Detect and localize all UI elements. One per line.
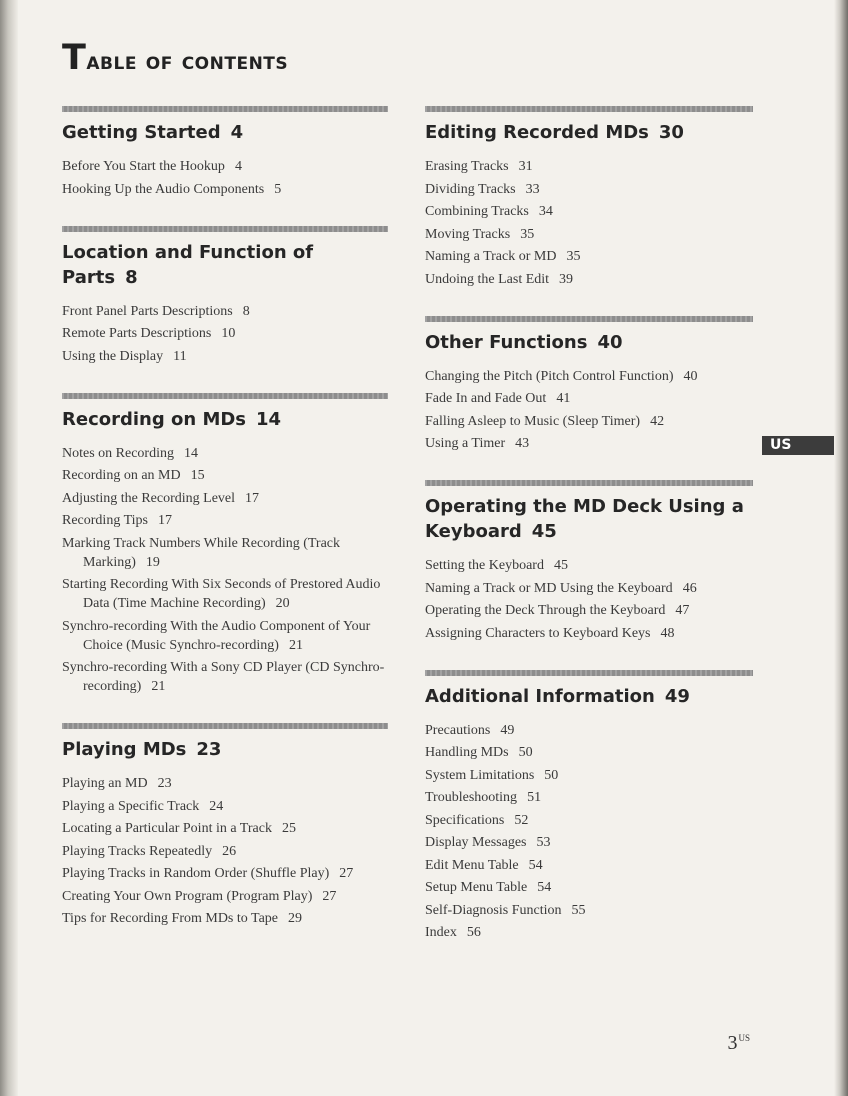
toc-entry[interactable] xyxy=(425,270,753,289)
toc-entry-text: Playing Tracks in Random Order (Shuffle Play) xyxy=(62,866,330,881)
toc-entry[interactable] xyxy=(425,412,753,431)
toc-entry-page: 41 xyxy=(556,391,571,406)
page-title-rest: able of contents xyxy=(86,47,289,75)
page-title xyxy=(62,38,288,78)
toc-entry-page: 51 xyxy=(527,790,542,805)
toc-entry-page: 4 xyxy=(234,159,242,174)
toc-entry[interactable] xyxy=(425,878,753,897)
section-heading[interactable] xyxy=(62,737,388,762)
toc-entry[interactable] xyxy=(62,466,388,485)
toc-entry-text: Using the Display xyxy=(62,348,164,364)
toc-entry-text: Moving Tracks xyxy=(425,226,511,242)
section-heading-page: 4 xyxy=(230,122,244,143)
toc-entry-page: 35 xyxy=(566,249,581,264)
toc-entry-page: 55 xyxy=(571,902,586,918)
toc-entry[interactable] xyxy=(425,811,753,830)
section-rule xyxy=(62,723,388,729)
toc-entry-page: 17 xyxy=(245,490,260,506)
page-edge-left xyxy=(0,0,18,1096)
page-number xyxy=(727,1032,750,1055)
toc-entry[interactable] xyxy=(425,556,753,575)
section-heading-page: 30 xyxy=(658,122,684,143)
toc-entry-text: Self-Diagnosis Function xyxy=(425,902,562,918)
toc-entry-text: Setup Menu Table xyxy=(425,880,528,895)
toc-entry-page: 50 xyxy=(544,767,559,783)
toc-entry[interactable] xyxy=(62,444,388,463)
toc-entry-page: 48 xyxy=(660,625,675,641)
toc-entry-text: Falling Asleep to Music (Sleep Timer) xyxy=(425,413,641,429)
section-heading-title: Getting Started xyxy=(62,122,221,143)
toc-entry-page: 34 xyxy=(538,204,553,219)
toc-left-column xyxy=(62,106,388,955)
toc-entry-text: Playing a Specific Track xyxy=(62,798,200,814)
toc-entry-page: 29 xyxy=(288,911,303,926)
section-heading-page: 40 xyxy=(597,331,623,353)
toc-entry[interactable] xyxy=(425,180,753,199)
toc-entry-text: Assigning Characters to Keyboard Keys xyxy=(425,625,651,641)
toc-entry-page: 24 xyxy=(209,798,224,814)
section-heading-title: Playing MDs xyxy=(62,739,187,760)
toc-entry-page: 8 xyxy=(242,303,250,319)
toc-entry-page: 21 xyxy=(151,679,166,694)
toc-entry[interactable] xyxy=(62,887,388,906)
section-heading-title: Operating the MD Deck Using a Keyboard xyxy=(425,496,744,542)
toc-entry[interactable] xyxy=(425,833,753,852)
toc-entry-text: Recording Tips xyxy=(62,513,148,528)
toc-entry-text: Dividing Tracks xyxy=(425,181,516,197)
toc-entry-page: 27 xyxy=(339,866,354,881)
section-heading-title: Recording on MDs xyxy=(62,408,247,430)
toc-entry[interactable] xyxy=(62,819,388,838)
toc-entry-text: Edit Menu Table xyxy=(425,857,519,873)
section-rule xyxy=(62,226,388,232)
toc-entry-text: Front Panel Parts Descriptions xyxy=(62,303,233,319)
toc-entry-text: Marking Track Numbers While Recording (Track Marking) xyxy=(62,535,341,570)
toc-entry[interactable] xyxy=(425,901,753,920)
page-number-value: 3 xyxy=(727,1032,738,1054)
toc-entry[interactable] xyxy=(425,788,753,807)
toc-entry[interactable] xyxy=(62,489,388,508)
toc-entry-page: 39 xyxy=(559,271,574,287)
toc-section xyxy=(62,226,388,366)
toc-entry[interactable] xyxy=(62,797,388,816)
toc-entry-text: Index xyxy=(425,925,457,940)
toc-entry[interactable] xyxy=(425,157,753,176)
page-number-suffix: US xyxy=(738,1033,750,1044)
toc-entry-text: Locating a Particular Point in a Track xyxy=(62,821,272,836)
toc-entry-text: Adjusting the Recording Level xyxy=(62,490,236,506)
toc-entry-page: 42 xyxy=(650,413,665,429)
toc-entry-page: 11 xyxy=(173,348,187,364)
toc-entry-page: 56 xyxy=(466,925,481,940)
section-rule xyxy=(425,670,753,676)
section-rule xyxy=(425,316,753,322)
section-heading[interactable] xyxy=(425,330,753,355)
toc-right-column xyxy=(425,106,753,969)
section-heading-page: 49 xyxy=(664,685,690,707)
toc-entry-text: Setting the Keyboard xyxy=(425,558,544,573)
section-heading[interactable] xyxy=(425,120,753,145)
toc-entry[interactable] xyxy=(62,842,388,861)
toc-entry-page: 26 xyxy=(222,843,237,859)
toc-section xyxy=(62,106,388,199)
toc-entry[interactable] xyxy=(62,347,388,366)
toc-section xyxy=(425,316,753,454)
toc-entry-page: 5 xyxy=(274,181,282,197)
toc-entry[interactable] xyxy=(425,367,753,386)
section-heading[interactable] xyxy=(62,240,388,290)
toc-entry-text: Erasing Tracks xyxy=(425,159,509,174)
toc-entry-text: Naming a Track or MD xyxy=(425,249,557,264)
toc-entry[interactable] xyxy=(425,856,753,875)
section-heading-title: Editing Recorded MDs xyxy=(425,122,649,143)
section-rule xyxy=(425,480,753,486)
toc-entry-text: Specifications xyxy=(425,812,505,828)
toc-entry[interactable] xyxy=(425,202,753,221)
section-heading-title: Additional Information xyxy=(425,685,655,707)
toc-entry[interactable] xyxy=(62,511,388,530)
toc-entry-page: 14 xyxy=(183,445,198,461)
toc-entry[interactable] xyxy=(425,601,753,620)
toc-entry[interactable] xyxy=(62,324,388,343)
toc-entry-page: 52 xyxy=(514,812,529,828)
toc-entry-page: 27 xyxy=(322,888,337,904)
section-heading-page: 8 xyxy=(125,266,138,288)
toc-entry-page: 20 xyxy=(275,596,290,611)
section-heading-page: 14 xyxy=(256,408,282,430)
toc-entry-page: 23 xyxy=(157,776,172,791)
section-heading-title: Location and Function of Parts xyxy=(62,241,314,288)
toc-entry-page: 47 xyxy=(675,603,690,618)
toc-entry[interactable] xyxy=(425,225,753,244)
toc-entry[interactable] xyxy=(62,774,388,793)
toc-section xyxy=(62,723,388,928)
toc-entry[interactable] xyxy=(425,579,753,598)
toc-entry-page: 43 xyxy=(515,436,530,451)
toc-entry-text: Creating Your Own Program (Program Play) xyxy=(62,888,313,904)
toc-entry-text: Precautions xyxy=(425,722,491,738)
section-rule xyxy=(62,106,388,112)
toc-section xyxy=(62,393,388,697)
toc-entry-text: Using a Timer xyxy=(425,436,506,451)
section-heading-page: 45 xyxy=(531,521,557,542)
toc-entry-page: 46 xyxy=(682,580,697,596)
toc-entry[interactable] xyxy=(425,766,753,785)
toc-entry-text: Recording on an MD xyxy=(62,468,181,483)
page-title-initial: T xyxy=(62,38,87,78)
toc-entry-page: 35 xyxy=(520,226,535,242)
toc-entry-page: 19 xyxy=(145,554,160,570)
toc-entry-text: Synchro-recording With a Sony CD Player (CD Synchro-recording) xyxy=(62,660,385,694)
toc-entry-page: 45 xyxy=(553,558,568,573)
toc-section xyxy=(425,106,753,289)
toc-entry-page: 49 xyxy=(500,722,515,738)
toc-entry-text: Display Messages xyxy=(425,835,527,850)
toc-entry[interactable] xyxy=(425,247,753,266)
toc-entry-text: Changing the Pitch (Pitch Control Function) xyxy=(425,368,674,384)
section-heading[interactable] xyxy=(425,684,753,709)
toc-entry[interactable] xyxy=(62,302,388,321)
toc-entry-text: Synchro-recording With the Audio Component of Your Choice (Music Synchro-recording) xyxy=(62,618,371,653)
toc-entry[interactable] xyxy=(425,389,753,408)
toc-entry-text: Troubleshooting xyxy=(425,790,518,805)
section-heading-page: 23 xyxy=(196,739,222,760)
toc-entry-page: 10 xyxy=(221,326,236,341)
toc-entry-text: Starting Recording With Six Seconds of Prestored Audio Data (Time Machine Recording) xyxy=(62,577,381,611)
toc-entry[interactable] xyxy=(62,909,388,928)
section-heading-title: Other Functions xyxy=(425,331,588,353)
toc-entry-text: Combining Tracks xyxy=(425,204,529,219)
toc-entry[interactable] xyxy=(425,743,753,762)
section-heading[interactable] xyxy=(62,120,388,145)
toc-entry-text: Tips for Recording From MDs to Tape xyxy=(62,911,279,926)
toc-entry-text: Undoing the Last Edit xyxy=(425,271,550,287)
toc-entry-text: Before You Start the Hookup xyxy=(62,159,225,174)
toc-entry-text: Playing an MD xyxy=(62,776,148,791)
toc-entry-text: Naming a Track or MD Using the Keyboard xyxy=(425,580,673,596)
toc-entry-page: 54 xyxy=(528,857,543,873)
toc-entry-page: 17 xyxy=(157,513,172,528)
toc-entry-page: 33 xyxy=(525,181,540,197)
toc-entry-text: Handling MDs xyxy=(425,745,509,760)
toc-entry-page: 40 xyxy=(683,368,698,384)
toc-entry-text: Operating the Deck Through the Keyboard xyxy=(425,603,666,618)
toc-entry[interactable] xyxy=(425,721,753,740)
toc-entry-page: 21 xyxy=(288,637,303,653)
toc-entry[interactable] xyxy=(62,658,388,696)
toc-entry-page: 50 xyxy=(518,745,533,760)
toc-entry[interactable] xyxy=(425,624,753,643)
toc-entry-text: Remote Parts Descriptions xyxy=(62,326,212,341)
toc-entry-page: 15 xyxy=(190,468,205,483)
toc-entry-text: Hooking Up the Audio Components xyxy=(62,181,265,197)
toc-entry[interactable] xyxy=(62,575,388,613)
toc-entry[interactable] xyxy=(62,180,388,199)
toc-entry-text: Fade In and Fade Out xyxy=(425,391,547,406)
toc-entry-text: Notes on Recording xyxy=(62,445,174,461)
section-rule xyxy=(62,393,388,399)
toc-entry[interactable] xyxy=(62,617,388,655)
region-tab-us: US xyxy=(762,436,834,455)
toc-entry[interactable] xyxy=(62,157,388,176)
toc-entry-text: Playing Tracks Repeatedly xyxy=(62,843,213,859)
toc-entry-text: System Limitations xyxy=(425,767,535,783)
toc-entry-page: 31 xyxy=(518,159,533,174)
toc-entry[interactable] xyxy=(62,864,388,883)
section-heading[interactable] xyxy=(425,494,753,544)
toc-entry[interactable] xyxy=(425,434,753,453)
toc-entry-page: 54 xyxy=(537,880,552,895)
page-edge-right xyxy=(834,0,848,1096)
toc-entry[interactable] xyxy=(425,923,753,942)
toc-section xyxy=(425,480,753,643)
section-rule xyxy=(425,106,753,112)
toc-section xyxy=(425,670,753,943)
toc-entry-page: 25 xyxy=(281,821,296,836)
toc-entry-page: 53 xyxy=(536,835,551,850)
section-heading[interactable] xyxy=(62,407,388,432)
toc-entry[interactable] xyxy=(62,534,388,572)
